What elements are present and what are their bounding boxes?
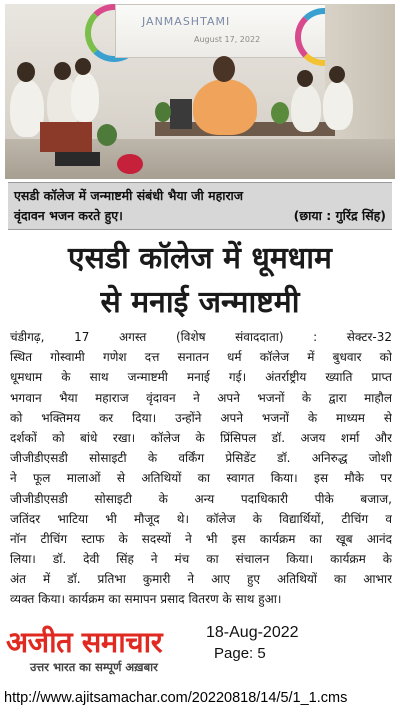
caption-line-1: एसडी कॉलेज में जन्माष्टमी संबंधी भैया जी महाराज [14, 188, 244, 203]
body-line: जीजीडीएसडी सोसाइटी के अन्य पदाधिकारी पीके बजाज, [10, 491, 392, 506]
musician-2-head [54, 62, 71, 80]
newspaper-masthead: अजीत समाचार [6, 625, 163, 659]
body-line: दर्शकों को बांधे रखा। कॉलेज के प्रिंसिपल डॉ. अजय शर्मा और [10, 430, 392, 445]
singer-head [213, 56, 235, 82]
musician-1-head [17, 62, 35, 82]
plant-left [97, 124, 117, 146]
photo-credit: (छाया : गुरिंद्र सिंह) [293, 208, 386, 223]
headline-line-1: एसडी कॉलेज में धूमधाम [68, 241, 332, 276]
news-photo [5, 4, 395, 179]
body-line: को भक्तिमय कर दिया। उन्होंने अपने भजनों के माध्यम से [10, 410, 392, 425]
musician-5 [323, 80, 353, 130]
body-line: स्थित गोस्वामी गणेश दत्त सनातन धर्म कॉलेज में बुधवार को [10, 350, 392, 365]
plant-right [271, 102, 289, 124]
body-line: लिया। डॉ. देवी सिंह ने मंच का संचालन किया। कार्यक्रम के [10, 552, 392, 567]
musician-3-head [75, 58, 91, 75]
plant-center [155, 102, 171, 122]
publication-date: 18-Aug-2022 [206, 624, 299, 641]
banner-title: JANMASHTAMI [142, 15, 231, 28]
banner-date: August 17, 2022 [194, 35, 261, 44]
flower-bouquet [117, 154, 143, 174]
body-line: अंत में डॉ. प्रतिभा कुमारी ने आए हुए अतिथियों का आभार [10, 572, 392, 587]
caption-line-2: वृंदावन भजन करते हुए। [14, 208, 123, 223]
musician-1 [10, 79, 44, 137]
musician-5-head [329, 66, 345, 83]
article-body [10, 327, 392, 610]
microphone-stand [170, 99, 192, 129]
source-url[interactable]: http://www.ajitsamachar.com/20220818/14/5/1_1.cms [4, 690, 348, 706]
singer [193, 79, 257, 135]
body-line: जतिंदर भाटिया भी मौजूद थे। कॉलेज के विद्यार्थियों, टीचिंग व [10, 511, 392, 526]
body-line: धूमधाम के साथ जन्माष्टमी मनाई गई। अंतर्राष्ट्रीय ख्याति प्राप्त [10, 370, 392, 385]
body-line: नॉन टीचिंग स्टाफ के सदस्यों ने भी इस कार्यक्रम का खूब आनंद [10, 531, 392, 546]
page-number: Page: 5 [214, 645, 266, 662]
musician-4-head [297, 70, 313, 87]
musician-4 [291, 84, 321, 132]
body-line: व्यक्त किया। कार्यक्रम का समापन प्रसाद वितरण के साथ हुआ। [10, 592, 282, 607]
photo-caption [8, 182, 392, 230]
body-line: ने फूल मालाओं से अतिथियों का स्वागत किया। इस मौके पर [10, 471, 392, 486]
instrument-case [55, 152, 100, 166]
headline-line-2: से मनाई जन्माष्टमी [100, 285, 300, 320]
newspaper-tagline: उत्तर भारत का सम्पूर्ण अख़बार [30, 660, 158, 674]
body-line: जीजीडीएसडी सोसाइटी के वर्किंग प्रेसिडेंट डॉ. अनिरुद्ध जोशी [10, 451, 392, 466]
body-line: भगवान भैया महाराज वृंदावन ने अपने भजनों के द्वारा माहौल [10, 390, 392, 405]
body-line: चंडीगढ़, 17 अगस्त (विशेष संवाददाता) : सेक्टर-32 [10, 330, 392, 344]
harmonium [40, 122, 92, 152]
musician-3 [71, 72, 99, 122]
